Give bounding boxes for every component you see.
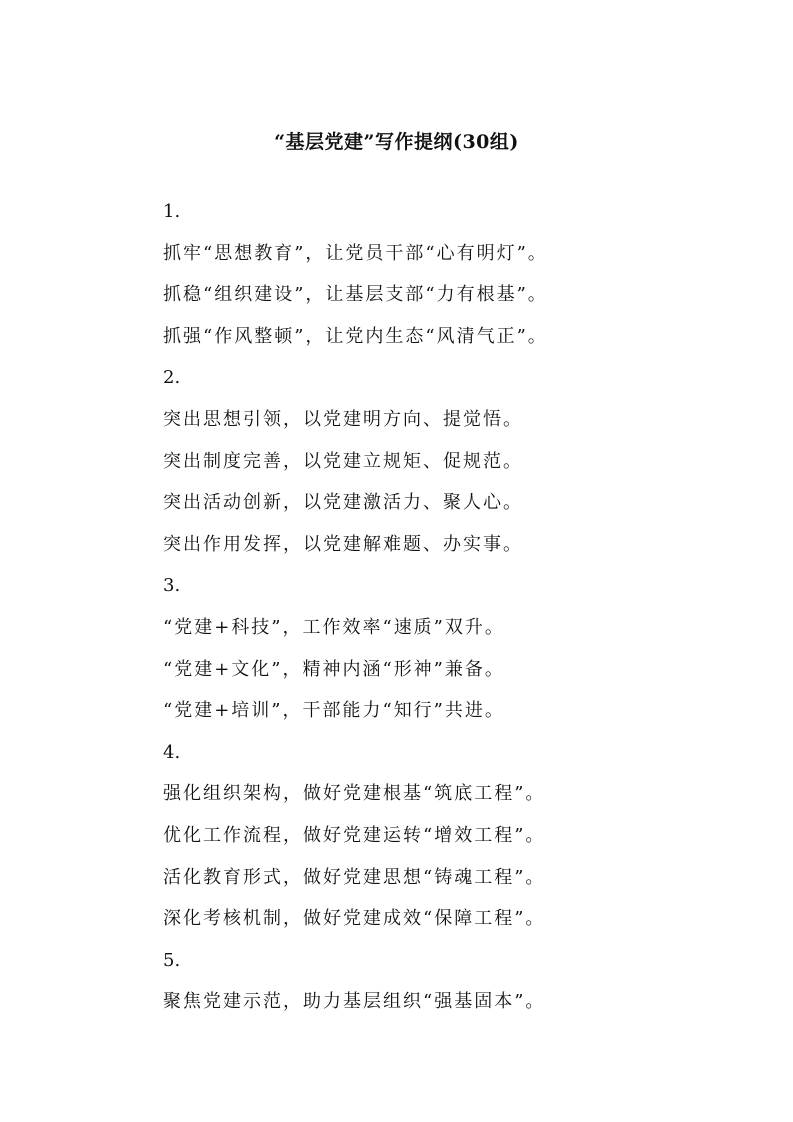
section-number: 4. xyxy=(163,741,181,763)
outline-line: 优化工作流程，做好党建运转“增效工程”。 xyxy=(163,824,546,846)
outline-line: 抓强“作风整顿”，让党内生态“风清气正”。 xyxy=(163,325,548,347)
outline-line: “党建+文化”，精神内涵“形神”兼备。 xyxy=(163,658,505,680)
outline-line: 突出制度完善，以党建立规矩、促规范。 xyxy=(163,450,523,472)
section-number: 1. xyxy=(163,201,181,222)
outline-line: 突出思想引领，以党建明方向、提觉悟。 xyxy=(163,408,523,430)
outline-line: 活化教育形式，做好党建思想“铸魂工程”。 xyxy=(163,866,546,888)
outline-line: 突出活动创新，以党建激活力、聚人心。 xyxy=(163,492,523,514)
outline-line: 聚焦党建示范，助力基层组织“强基固本”。 xyxy=(163,991,546,1013)
outline-line: 抓稳“组织建设”，让基层支部“力有根基”。 xyxy=(163,284,548,306)
outline-line: 强化组织架构，做好党建根基“筑底工程”。 xyxy=(163,783,546,805)
section-number: 2. xyxy=(163,367,181,389)
document-title: “基层党建”写作提纲(30组) xyxy=(274,131,519,153)
outline-line: 抓牢“思想教育”，让党员干部“心有明灯”。 xyxy=(163,242,548,264)
document-body xyxy=(163,198,763,1030)
outline-line: “党建+培训”，干部能力“知行”共进。 xyxy=(163,700,505,722)
outline-line: 突出作用发挥，以党建解难题、办实事。 xyxy=(163,533,523,555)
outline-line: “党建+科技”，工作效率“速质”双升。 xyxy=(163,616,505,638)
section-number: 5. xyxy=(163,949,181,971)
section-number: 3. xyxy=(163,575,181,597)
outline-line: 深化考核机制，做好党建成效“保障工程”。 xyxy=(163,908,546,930)
